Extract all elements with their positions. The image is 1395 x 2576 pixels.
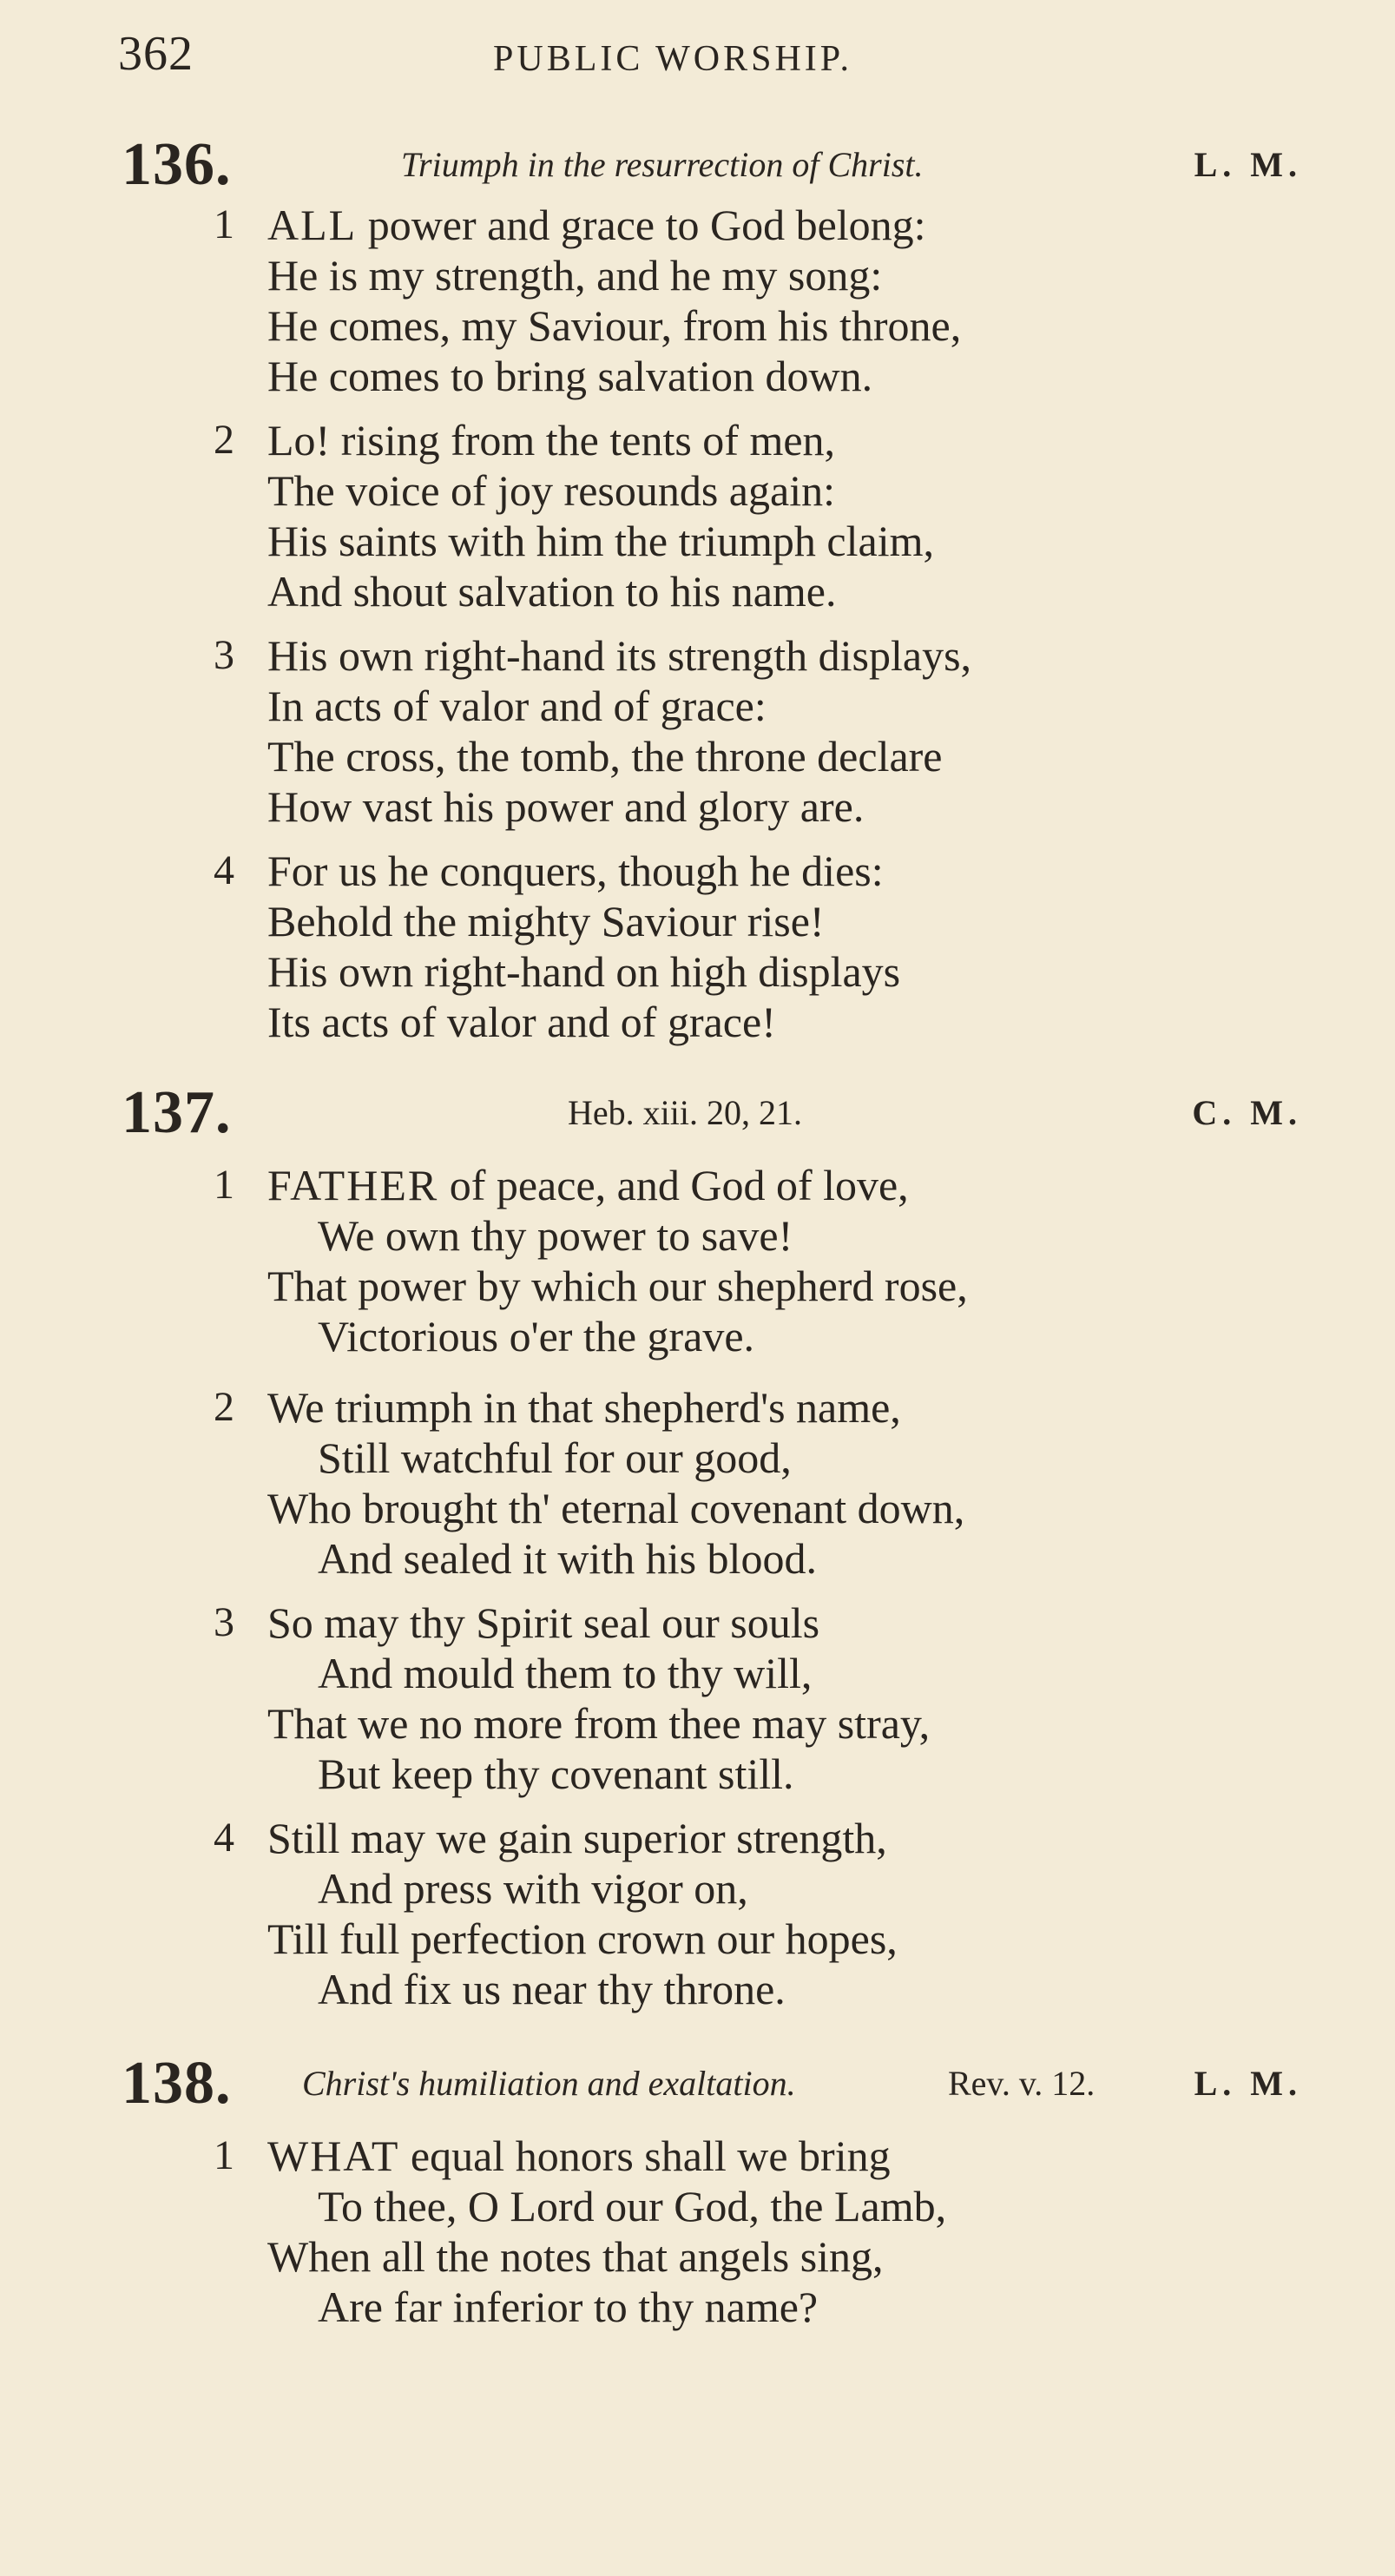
verse-line: He is my strength, and he my song:	[267, 251, 883, 300]
verse-line: The cross, the tomb, the throne declare	[267, 732, 943, 781]
hymn-number: 138.	[122, 2050, 232, 2117]
verse-line: To thee, O Lord our God, the Lamb,	[318, 2182, 947, 2230]
stanza-number: 4	[214, 1815, 234, 1861]
hymn-number: 137.	[122, 1079, 232, 1146]
hymn-meter: C. M.	[1192, 1093, 1302, 1132]
hymn-subtitle: Christ's humiliation and exaltation.	[302, 2064, 796, 2103]
verse-line: Still watchful for our good,	[318, 1433, 792, 1482]
verse-line: And shout salvation to his name.	[267, 567, 837, 616]
verse-line: Its acts of valor and of grace!	[267, 998, 776, 1046]
stanza-number: 3	[214, 632, 234, 678]
verse-line: For us he conquers, though he dies:	[267, 847, 884, 895]
page-number: 362	[118, 27, 194, 81]
verse-line	[267, 2131, 891, 2181]
verse-line: Who brought th' eternal covenant down,	[267, 1484, 965, 1532]
stanza-number: 2	[214, 417, 234, 463]
verse-line: And mould them to thy will,	[318, 1649, 813, 1697]
stanza-number: 1	[214, 201, 234, 247]
verse-line-rest: equal honors shall we bring	[399, 2131, 891, 2180]
opening-capitals: WHAT	[267, 2131, 400, 2180]
verse-line: In acts of valor and of grace:	[267, 682, 767, 730]
verse-line: Behold the mighty Saviour rise!	[267, 897, 825, 945]
verse-line: His own right-hand on high displays	[267, 947, 901, 996]
verse-line: And press with vigor on,	[318, 1864, 748, 1913]
running-head: PUBLIC WORSHIP.	[493, 39, 852, 79]
verse-line: We triumph in that shepherd's name,	[267, 1383, 901, 1432]
stanza-number: 1	[214, 2132, 234, 2178]
hymn-header-136	[122, 130, 1302, 200]
stanza-number: 3	[214, 1599, 234, 1645]
verse-line: And fix us near thy throne.	[318, 1965, 786, 2013]
verse-line: He comes to bring salvation down.	[267, 352, 873, 400]
hymn-meter: L. M.	[1194, 2064, 1302, 2103]
hymn-reference: Rev. v. 12.	[948, 2064, 1096, 2103]
hymn-meter: L. M.	[1194, 145, 1302, 184]
hymn-header-137	[122, 1078, 1302, 1148]
hymn-header-138	[122, 2049, 1302, 2118]
verse-line: So may thy Spirit seal our souls	[267, 1598, 820, 1647]
stanza-number: 1	[214, 1162, 234, 1208]
verse-line-rest: power and grace to God belong:	[357, 201, 926, 249]
verse-line: Till full perfection crown our hopes,	[267, 1914, 898, 1963]
verse-line: The voice of joy resounds again:	[267, 466, 835, 515]
verse-line: But keep thy covenant still.	[318, 1749, 794, 1798]
verse-line	[267, 200, 926, 250]
verse-line: Still may we gain superior strength,	[267, 1814, 887, 1862]
verse-line: Are far inferior to thy name?	[318, 2283, 819, 2331]
verse-line: Victorious o'er the grave.	[318, 1312, 755, 1360]
hymn-number: 136.	[122, 131, 232, 198]
verse-line-rest: of peace, and God of love,	[438, 1161, 909, 1209]
stanza-number: 2	[214, 1384, 234, 1430]
verse-line: And sealed it with his blood.	[318, 1534, 817, 1583]
verse-line: He comes, my Saviour, from his throne,	[267, 301, 962, 350]
verse-line: That we no more from thee may stray,	[267, 1699, 931, 1748]
opening-capitals: ALL	[267, 201, 358, 249]
opening-capitals: FATHER	[267, 1161, 439, 1209]
hymn-subtitle: Triumph in the resurrection of Christ.	[401, 145, 924, 184]
verse-line: His own right-hand its strength displays,	[267, 631, 972, 680]
verse-line: That power by which our shepherd rose,	[267, 1262, 968, 1310]
verse-line: How vast his power and glory are.	[267, 782, 865, 831]
verse-line: His saints with him the triumph claim,	[267, 517, 934, 565]
hymn-reference: Heb. xiii. 20, 21.	[568, 1093, 802, 1132]
verse-line: We own thy power to save!	[318, 1211, 793, 1260]
stanza-number: 4	[214, 847, 234, 893]
verse-line: Lo! rising from the tents of men,	[267, 416, 836, 464]
verse-line	[267, 1160, 909, 1210]
verse-line: When all the notes that angels sing,	[267, 2232, 884, 2281]
